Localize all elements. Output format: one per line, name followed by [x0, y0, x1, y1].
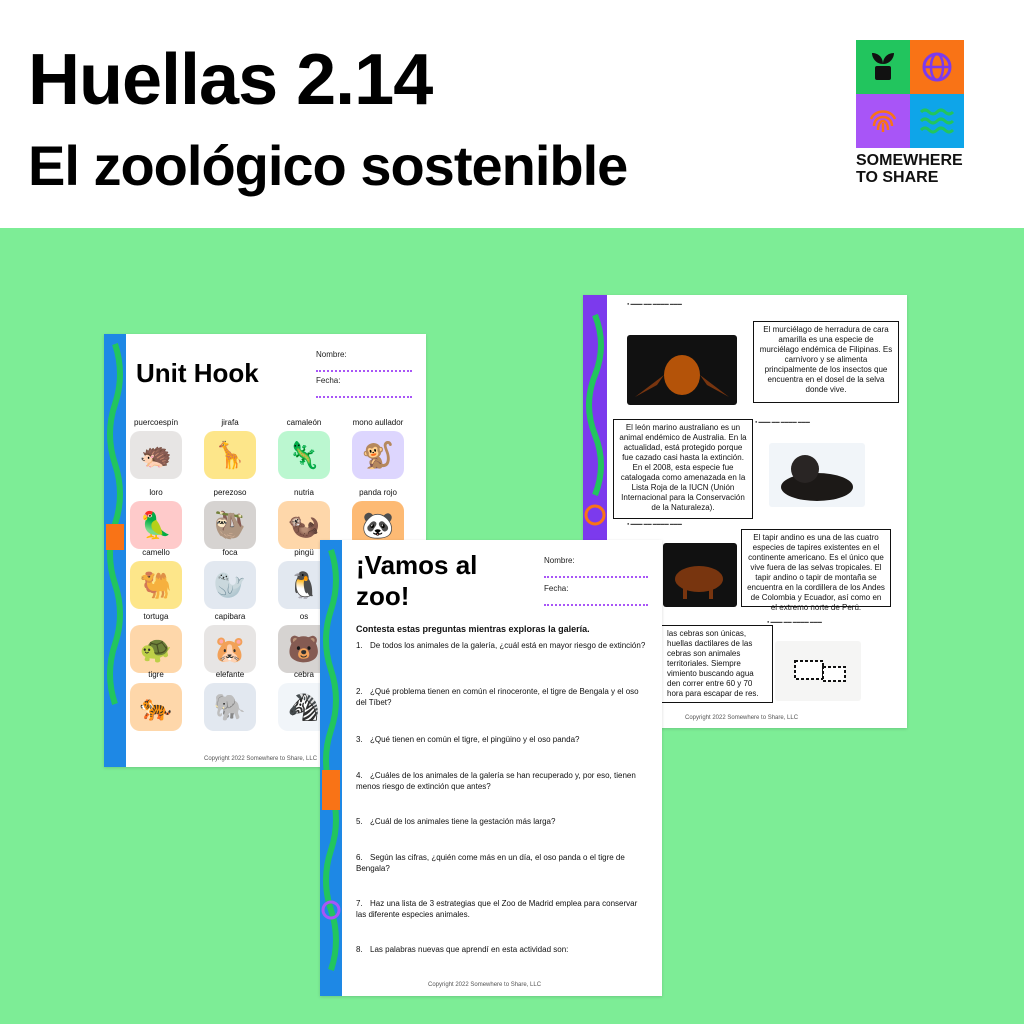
- seal-icon: 🦭: [204, 561, 256, 609]
- animal-label: foca: [222, 548, 238, 557]
- otter-icon: 🦦: [278, 501, 330, 549]
- animal-label: elefante: [215, 670, 245, 679]
- question-number: 4.: [356, 771, 363, 780]
- tweet-zebra: ● ▬▬▬ ▬▬ ▬▬▬▬ ▬▬▬: [767, 619, 822, 624]
- question-item: [356, 734, 646, 745]
- question-number: 6.: [356, 853, 363, 862]
- date-line[interactable]: [316, 390, 412, 398]
- animal-label: pingü: [294, 548, 314, 557]
- animal-card: [194, 488, 266, 549]
- penguin-icon: 🐧: [278, 561, 330, 609]
- animal-label: loro: [149, 488, 163, 497]
- question-number: 7.: [356, 899, 363, 908]
- question-text: ¿Qué tienen en común el tigre, el pingüino y el oso panda?: [370, 735, 580, 744]
- date-line[interactable]: [544, 598, 648, 606]
- tweet-tapir: ● ▬▬▬ ▬▬ ▬▬▬▬ ▬▬▬: [627, 521, 682, 526]
- tortoise-icon: 🐢: [130, 625, 182, 673]
- tweet-sea-lion: ● ▬▬▬ ▬▬ ▬▬▬▬ ▬▬▬: [755, 419, 810, 424]
- animal-label: mono aullador: [352, 418, 404, 427]
- main-title: Huellas 2.14: [28, 40, 433, 120]
- question-item: [356, 640, 646, 651]
- brand-logo: [856, 40, 964, 148]
- tweet-bat: ● ▬▬▬ ▬▬ ▬▬▬▬ ▬▬▬: [627, 301, 682, 306]
- question-text: De todos los animales de la galería, ¿cuál está en mayor riesgo de extinción?: [370, 641, 646, 650]
- animal-label: tortuga: [143, 612, 169, 621]
- animal-card: [120, 488, 192, 549]
- question-number: 2.: [356, 687, 363, 696]
- question-item: [356, 944, 646, 955]
- animal-card: [194, 418, 266, 479]
- question-text: Haz una lista de 3 estrategias que el Zoo de Madrid emplea para conservar las diferente especies animales.: [356, 899, 638, 919]
- zebra-icon: 🦓: [278, 683, 330, 731]
- page-title: Unit Hook: [136, 358, 259, 388]
- question-text: Las palabras nuevas que aprendí en esta actividad son:: [370, 945, 569, 954]
- red-panda-icon: 🐼: [352, 501, 404, 549]
- parrot-icon: 🦜: [130, 501, 182, 549]
- giraffe-icon: 🦒: [204, 431, 256, 479]
- tapir-info-box: El tapir andino es una de las cuatro especies de tapires existentes en el continente americano. Es el único que vive fuera de las selvas tropicales. El tapir andino o tapir de montaña se encuentra en la cordillera de los Andes de Colombia y Ecuador, así como en el extremo norte de Perú.: [741, 529, 891, 607]
- howler-monkey-icon: 🐒: [352, 431, 404, 479]
- bear-icon: 🐻: [278, 625, 330, 673]
- animal-label: os: [299, 612, 309, 621]
- animal-label: camello: [142, 548, 170, 557]
- camel-icon: 🐫: [130, 561, 182, 609]
- animal-card: [120, 670, 192, 731]
- question-number: 8.: [356, 945, 363, 954]
- copyright: Copyright 2022 Somewhere to Share, LLC: [428, 982, 542, 988]
- animal-label: perezoso: [213, 488, 247, 497]
- worksheet-title: ¡Vamos al zoo!: [356, 550, 478, 611]
- question-item: [356, 898, 646, 920]
- header-banner: [0, 0, 1024, 228]
- fingerprint-icon: [856, 94, 910, 148]
- animal-label: jirafa: [221, 418, 239, 427]
- animal-card: [120, 418, 192, 479]
- question-number: 5.: [356, 817, 363, 826]
- question-text: ¿Cuáles de los animales de la galería se han recuperado y, por eso, tienen menos riesgo de extinción que antes?: [356, 771, 636, 791]
- copyright: Copyright 2022 Somewhere to Share, LLC: [204, 756, 318, 762]
- question-text: ¿Qué problema tienen en común el rinoceronte, el tigre de Bengala y el oso del Tíbet?: [356, 687, 639, 707]
- question-number: 1.: [356, 641, 363, 650]
- decorative-strip: [320, 540, 342, 996]
- waves-icon: [910, 94, 964, 148]
- date-label: Fecha:: [316, 376, 341, 385]
- name-line[interactable]: [316, 364, 412, 372]
- copyright: Copyright 2022 Somewhere to Share, LLC: [685, 715, 799, 721]
- question-item: [356, 770, 646, 792]
- question-number: 3.: [356, 735, 363, 744]
- animal-label: camaleón: [286, 418, 322, 427]
- animal-card: [194, 612, 266, 673]
- question-item: [356, 816, 646, 827]
- animal-card: [194, 548, 266, 609]
- brand-name: SOMEWHERE TO SHARE: [856, 152, 963, 186]
- animal-card: [268, 418, 340, 479]
- question-item: [356, 686, 646, 708]
- animal-card: [342, 418, 414, 479]
- zebra-photo: [775, 641, 861, 701]
- subtitle: El zoológico sostenible: [28, 134, 628, 197]
- worksheet-page: [320, 540, 662, 996]
- globe-icon: [910, 40, 964, 94]
- chameleon-icon: 🦎: [278, 431, 330, 479]
- elephant-icon: 🐘: [204, 683, 256, 731]
- plant-icon: [856, 40, 910, 94]
- question-item: [356, 852, 646, 874]
- bat-info-box: El murciélago de herradura de cara amarilla es una especie de murciélago endémica de Filipinas. Es carnívoro y se alimenta principalmente de los insectos que encuentra en el dosel de la selva donde vive.: [753, 321, 899, 403]
- sea-lion-info-box: El león marino australiano es un animal endémico de Australia. En la actualidad, está protegido porque fue cazado casi hasta la extinción. En el 2008, esta especie fue catalogada como amenazada en la Lista Roja de la IUCN (Unión Internacional para la Conservación de la Naturaleza).: [613, 419, 753, 519]
- date-label: Fecha:: [544, 584, 569, 593]
- tiger-icon: 🐅: [130, 683, 182, 731]
- animal-label: cebra: [293, 670, 314, 679]
- sea-lion-photo: [769, 443, 865, 507]
- question-text: ¿Cuál de los animales tiene la gestación más larga?: [370, 817, 556, 826]
- sloth-icon: 🦥: [204, 501, 256, 549]
- name-label: Nombre:: [316, 350, 347, 359]
- name-label: Nombre:: [544, 556, 575, 565]
- animal-label: capibara: [214, 612, 246, 621]
- animal-label: nutria: [293, 488, 314, 497]
- tapir-photo: [663, 543, 737, 607]
- animal-card: [194, 670, 266, 731]
- instructions: Contesta estas preguntas mientras exploras la galería.: [356, 624, 590, 634]
- animal-card: [120, 612, 192, 673]
- bat-photo: [627, 335, 737, 405]
- question-text: Según las cifras, ¿quién come más en un día, el oso panda o el tigre de Bengala?: [356, 853, 625, 873]
- animal-label: panda rojo: [359, 488, 397, 497]
- animal-label: tigre: [148, 670, 164, 679]
- name-line[interactable]: [544, 570, 648, 578]
- capybara-icon: 🐹: [204, 625, 256, 673]
- zebra-info-box: las cebras son únicas, huellas dactilares de las cebras son animales territoriales. Siempre vimiento buscando agua den correr entre 60 y 70 hora para escapar de res.: [661, 625, 773, 703]
- porcupine-icon: 🦔: [130, 431, 182, 479]
- animal-card: [120, 548, 192, 609]
- animal-label: puercoespín: [133, 418, 179, 427]
